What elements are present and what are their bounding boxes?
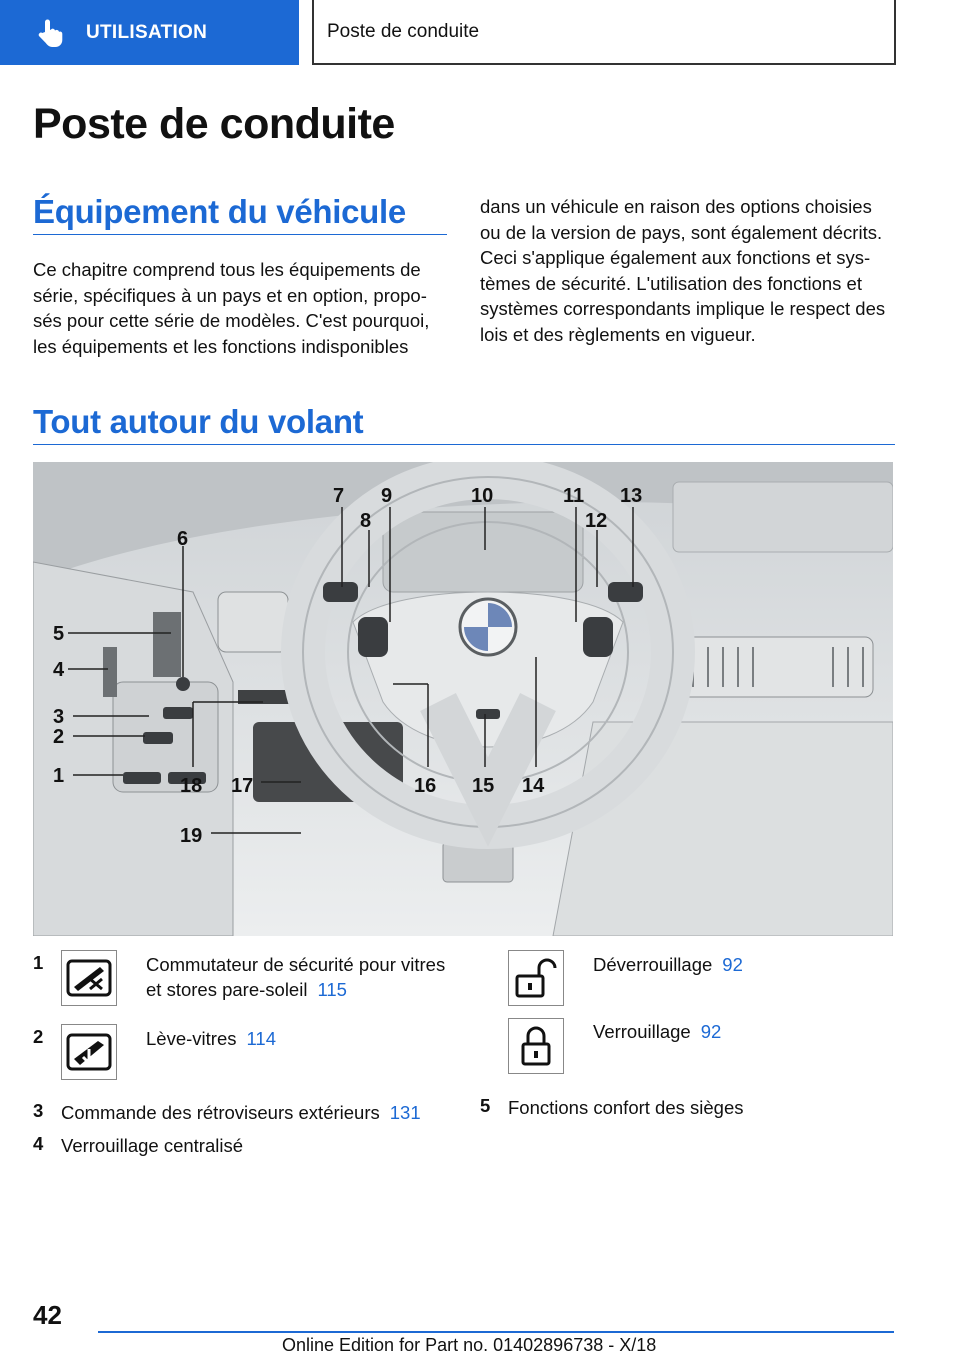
legend-item-5 xyxy=(508,1095,898,1120)
window-lift-icon xyxy=(61,1024,117,1080)
legend-item-4 xyxy=(61,1133,451,1158)
callout-2: 2 xyxy=(53,726,65,748)
legend-item-3 xyxy=(61,1100,451,1125)
callout-10: 10 xyxy=(471,485,494,507)
page-title: Poste de conduite xyxy=(33,100,395,148)
callout-9: 9 xyxy=(381,485,393,507)
legend-item-lock xyxy=(593,1019,893,1044)
section-divider xyxy=(33,234,447,235)
legend-text: Fonctions confort des sièges xyxy=(508,1097,744,1118)
callout-12: 12 xyxy=(585,510,608,532)
callout-8: 8 xyxy=(360,510,372,532)
callout-3: 3 xyxy=(53,706,65,728)
breadcrumb-text: Poste de conduite xyxy=(327,20,480,42)
legend-number: 4 xyxy=(33,1133,44,1154)
unlock-icon xyxy=(508,950,564,1006)
callout-15: 15 xyxy=(472,775,495,797)
page-ref-link[interactable]: 92 xyxy=(722,954,743,975)
callout-16: 16 xyxy=(414,775,437,797)
callout-6: 6 xyxy=(177,528,189,550)
lock-icon xyxy=(508,1018,564,1074)
legend-text: Commande des rétroviseurs extérieurs xyxy=(61,1102,380,1123)
callout-14: 14 xyxy=(522,775,545,797)
breadcrumb xyxy=(312,0,896,65)
page-ref-link[interactable]: 115 xyxy=(317,979,347,1000)
page-ref-link[interactable]: 131 xyxy=(389,1102,421,1123)
callout-13: 13 xyxy=(620,485,643,507)
callout-7: 7 xyxy=(333,485,345,507)
legend-text: Verrouillage centralisé xyxy=(61,1135,244,1156)
legend-text: Lève-vitres xyxy=(146,1028,237,1049)
page-ref-link[interactable]: 92 xyxy=(700,1021,722,1042)
callout-19: 19 xyxy=(180,825,203,847)
hand-pointer-icon xyxy=(36,18,64,48)
callout-11: 11 xyxy=(563,485,585,507)
section-heading-steering-wheel: Tout autour du volant xyxy=(33,403,364,440)
section-divider xyxy=(33,444,895,445)
section-heading-equipment: Équipement du véhicule xyxy=(33,193,406,230)
callout-1: 1 xyxy=(53,765,65,787)
legend-number: 1 xyxy=(33,952,44,973)
cockpit-illustration xyxy=(33,462,893,936)
page-ref-link[interactable]: 114 xyxy=(246,1028,276,1049)
section-label: UTILISATION xyxy=(86,21,208,43)
section-tab[interactable] xyxy=(0,0,299,65)
legend-number: 3 xyxy=(33,1100,44,1121)
page-number: 42 xyxy=(33,1300,62,1330)
footer-edition: Online Edition for Part no. 01402896738 - X/18 xyxy=(282,1335,657,1355)
paragraph-left: Ce chapitre comprend tous les équipements de série, spécifiques à un pays et en option, proposés pour cette série de modèles. C'est pourquoi, les équipements et les fonctions indisponibles xyxy=(33,259,430,357)
callout-4: 4 xyxy=(53,659,65,681)
legend-text: Commutateur de sécurité pour vitres et stores pare-soleil xyxy=(146,954,446,1000)
legend-item-1 xyxy=(146,952,446,1002)
callout-5: 5 xyxy=(53,623,65,645)
legend-text: Déverrouillage xyxy=(593,954,713,975)
legend-text: Verrouillage xyxy=(593,1021,691,1042)
legend-item-unlock xyxy=(593,952,893,977)
callout-18: 18 xyxy=(180,775,203,797)
legend-number: 2 xyxy=(33,1026,44,1047)
paragraph-right: dans un véhicule en raison des options choisies ou de la version de pays, sont également décrits. Ceci s'applique également aux fonctions et systèmes de sécurité. L'utilisation des fonctions et systèmes correspondants implique le respect des lois et des règlements en vigueur. xyxy=(480,196,886,345)
window-lock-icon xyxy=(61,950,117,1006)
legend-item-2 xyxy=(146,1026,446,1051)
legend-number: 5 xyxy=(480,1095,491,1116)
footer-divider xyxy=(98,1331,894,1333)
callout-17: 17 xyxy=(231,775,254,797)
